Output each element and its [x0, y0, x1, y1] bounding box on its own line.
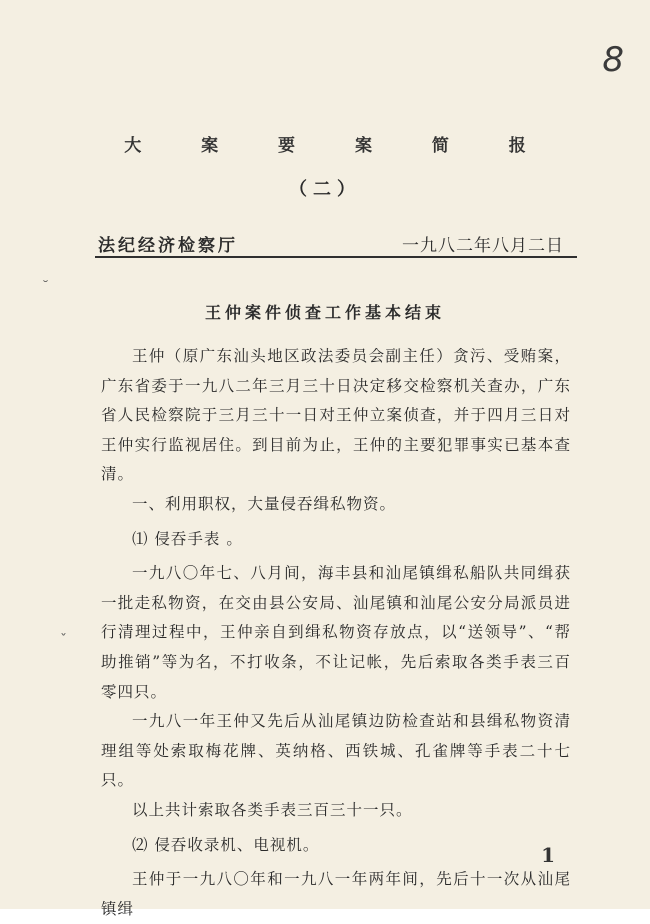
document-title: 大 案 要 案 简 报: [124, 136, 553, 156]
paragraph: 王仲于一九八〇年和一九八一年两年间，先后十一次从汕尾镇缉: [101, 870, 571, 918]
subsection-heading: ⑵ 侵吞收录机、电视机。: [132, 835, 320, 854]
issue-date: 一九八二年八月二日: [402, 236, 564, 256]
paragraph: 王仲（原广东汕头地区政法委员会副主任）贪污、受贿案，广东省委于一九八二年三月三十日决定移交检察机关查办，广东省人民检察院于三月三十一日对王仲立案侦查，并于四月三日对王仲实行监视居住。到目前为止，王仲的主要犯罪事实已基本查清。: [101, 347, 571, 484]
page-footer-mark: 1: [541, 843, 555, 867]
article-headline: 王仲案件侦查工作基本结束: [204, 303, 445, 322]
paragraph: 以上共计索取各类手表三百三十一只。: [132, 800, 413, 819]
paragraph: 一九八〇年七、八月间，海丰县和汕尾镇缉私船队共同缉获一批走私物资，在交由县公安局、汕尾镇和汕尾公安分局派员进行清理过程中，王仲亲自到缉私物资存放点，以“送领导”、“帮助推销”等为名，不打收条，不让记帐，先后索取各类手表三百零四只。: [101, 564, 571, 701]
paper-speck: ˇ: [60, 632, 67, 648]
paragraph: 一九八一年王仲又先后从汕尾镇边防检查站和县缉私物资清理组等处索取梅花牌、英纳格、西铁城、孔雀牌等手表二十七只。: [101, 712, 571, 790]
subsection-heading: ⑴ 侵吞手表 。: [132, 529, 243, 548]
issuing-department: 法纪经济检察厅: [98, 236, 238, 256]
article-body: [101, 342, 571, 924]
header-divider: [95, 256, 577, 258]
issue-number: （二）: [289, 179, 361, 200]
section-heading: 一、利用职权，大量侵吞缉私物资。: [132, 494, 397, 513]
paper-speck: ˘: [42, 279, 49, 295]
handwritten-page-number: 8: [602, 40, 624, 80]
